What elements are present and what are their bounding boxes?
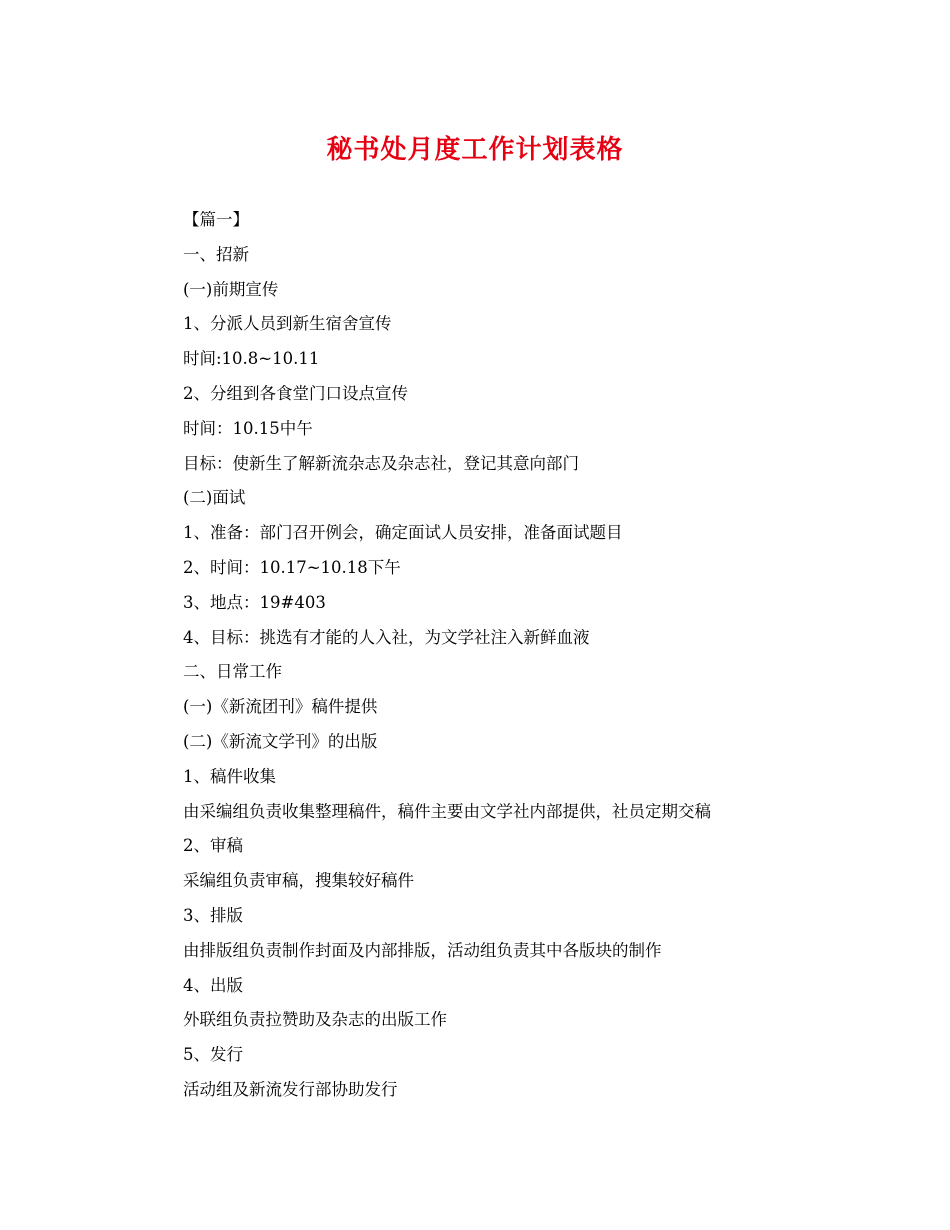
paragraph-line: 采编组负责审稿，搜集较好稿件 [183,871,414,891]
paragraph-line: 1、分派人员到新生宿舍宣传 [183,314,392,334]
paragraph-line: 【篇一】 [183,210,249,229]
paragraph-line: 外联组负责拉赞助及杂志的出版工作 [183,1010,447,1030]
paragraph-line: (一)《新流团刊》稿件提供 [183,697,378,717]
paragraph-line: 3、地点：19#403 [183,592,326,612]
paragraph-line: 4、目标：挑选有才能的人入社，为文学社注入新鲜血液 [183,627,590,647]
paragraph-line: 2、时间：10.17~10.18下午 [183,557,401,577]
page-title: 秘书处月度工作计划表格 [326,135,624,165]
paragraph-line: 1、稿件收集 [183,766,276,786]
paragraph-line: 二、日常工作 [183,662,282,682]
paragraph-line: 活动组及新流发行部协助发行 [183,1079,398,1099]
document-body [183,203,883,1108]
paragraph-line: 由排版组负责制作封面及内部排版，活动组负责其中各版块的制作 [183,940,662,960]
paragraph-line: 由采编组负责收集整理稿件，稿件主要由文学社内部提供，社员定期交稿 [183,801,711,821]
paragraph-line: (二)《新流文学刊》的出版 [183,731,378,751]
paragraph-line: (二)面试 [183,488,246,508]
paragraph-line: 2、分组到各食堂门口设点宣传 [183,383,408,403]
paragraph-line: 一、招新 [183,244,249,264]
paragraph-line: 目标：使新生了解新流杂志及杂志社，登记其意向部门 [183,453,579,473]
paragraph-line: 1、准备：部门召开例会，确定面试人员安排，准备面试题目 [183,523,623,543]
paragraph-line: 5、发行 [183,1045,243,1065]
paragraph-line: 2、审稿 [183,836,243,856]
paragraph-line: 4、出版 [183,975,243,995]
paragraph-line: 3、排版 [183,905,243,925]
paragraph-line: 时间：10.15中午 [183,418,313,438]
paragraph-line: (一)前期宣传 [183,279,279,299]
paragraph-line: 时间:10.8~10.11 [183,349,320,369]
